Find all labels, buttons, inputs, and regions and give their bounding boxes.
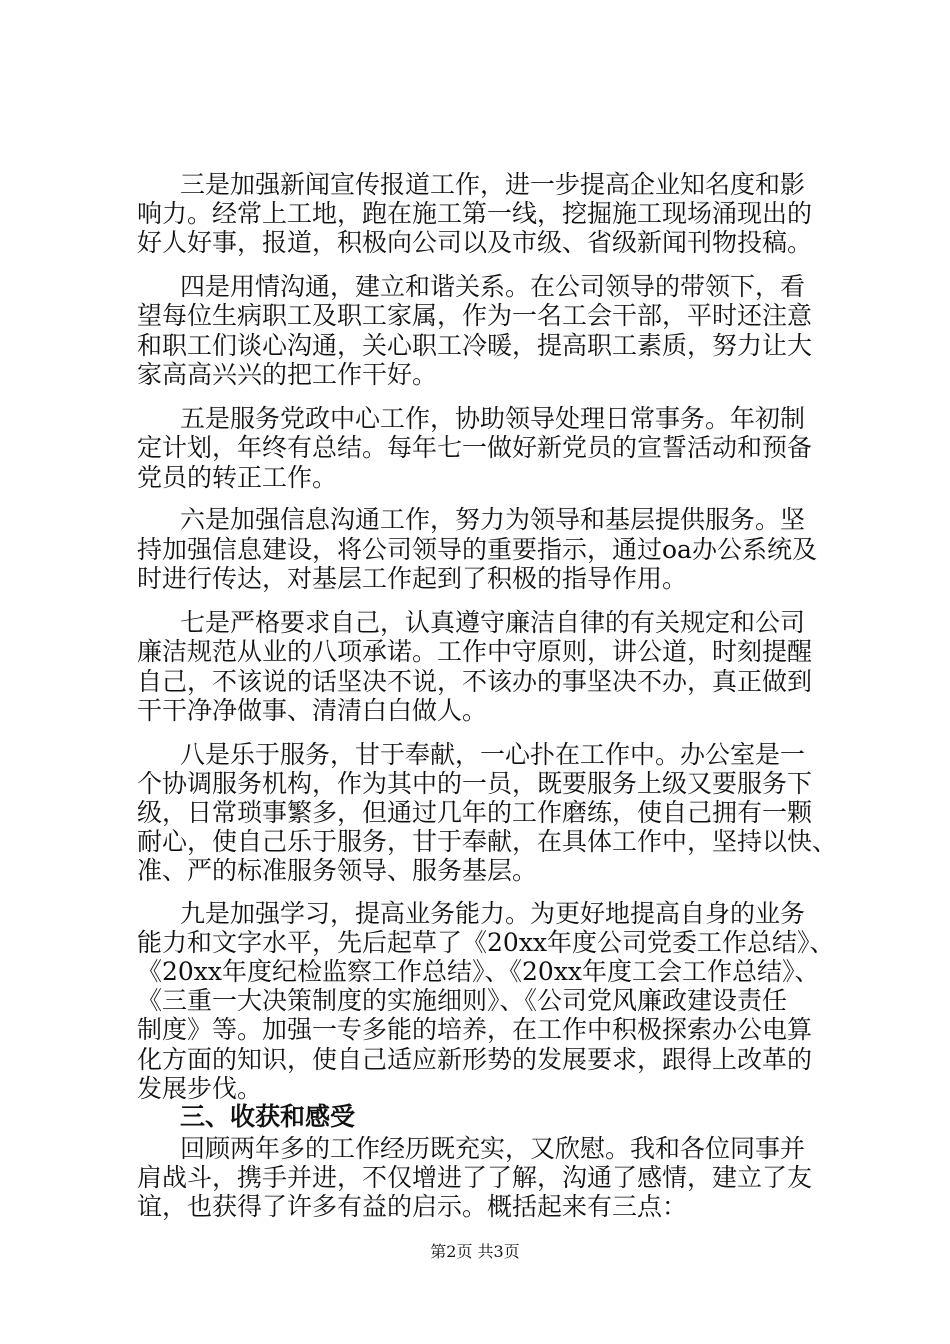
paragraph-line: 回顾两年多的工作经历既充实，又欣慰。我和各位同事并 — [180, 1134, 806, 1163]
paragraph-line: 耐心，使自己乐于服务，甘于奉献，在具体工作中，坚持以快、 — [137, 827, 838, 856]
paragraph-line: 七是严格要求自己，认真遵守廉洁自律的有关规定和公司 — [180, 608, 806, 637]
paragraph-line: 响力。经常上工地，跑在施工第一线，挖掘施工现场涌现出的 — [137, 199, 813, 228]
page-number: 第2页 共3页 — [430, 1242, 520, 1261]
paragraph-line: 五是服务党政中心工作，协助领导处理日常事务。年初制 — [180, 404, 806, 433]
paragraph-line: 望每位生病职工及职工家属，作为一名工会干部，平时还注意 — [137, 301, 813, 330]
paragraph-line: 《三重一大决策制度的实施细则》、《公司党风廉政建设责任 — [137, 986, 788, 1015]
paragraph-line: 干干净净做事、清清白白做人。 — [137, 696, 488, 725]
paragraph-line: 八是乐于服务，甘于奉献，一心扑在工作中。办公室是一 — [180, 740, 806, 769]
paragraph-line: 级，日常琐事繁多，但通过几年的工作磨练，使自己拥有一颗 — [137, 798, 813, 827]
paragraph-line: 四是用情沟通，建立和谐关系。在公司领导的带领下，看 — [180, 272, 806, 301]
paragraph-line: 谊，也获得了许多有益的启示。概括起来有三点： — [137, 1192, 688, 1221]
paragraph-line: 家高高兴兴的把工作干好。 — [137, 360, 438, 389]
paragraph-line: 六是加强信息沟通工作，努力为领导和基层提供服务。坚 — [180, 505, 806, 534]
paragraph-line: 党员的转正工作。 — [137, 463, 338, 492]
paragraph-line: 三是加强新闻宣传报道工作，进一步提高企业知名度和影 — [180, 170, 806, 199]
paragraph-line: 制度》等。加强一专多能的培养，在工作中积极探索办公电算 — [137, 1015, 813, 1044]
paragraph-line: 和职工们谈心沟通，关心职工冷暖，提高职工素质，努力让大 — [137, 331, 813, 360]
paragraph-line: 准、严的标准服务领导、服务基层。 — [137, 856, 538, 885]
paragraph-line: 能力和文字水平，先后起草了《20xx年度公司党委工作总结》、 — [137, 928, 835, 957]
paragraph-line: 肩战斗，携手并进，不仅增进了了解，沟通了感情，建立了友 — [137, 1163, 813, 1192]
paragraph-line: 定计划，年终有总结。每年七一做好新党员的宣誓活动和预备 — [137, 433, 813, 462]
paragraph-line: 九是加强学习，提高业务能力。为更好地提高自身的业务 — [180, 899, 806, 928]
paragraph-line: 发展步伐。 — [137, 1074, 263, 1103]
paragraph-line: 化方面的知识，使自己适应新形势的发展要求，跟得上改革的 — [137, 1045, 813, 1074]
paragraph-line: 持加强信息建设，将公司领导的重要指示，通过oa办公系统及 — [137, 535, 817, 564]
paragraph-line: 时进行传达，对基层工作起到了积极的指导作用。 — [137, 564, 688, 593]
paragraph-line: 廉洁规范从业的八项承诺。工作中守原则，讲公道，时刻提醒 — [137, 637, 813, 666]
paragraph-line: 个协调服务机构，作为其中的一员，既要服务上级又要服务下 — [137, 769, 813, 798]
paragraph-line: 《20xx年度纪检监察工作总结》、《20xx年度工会工作总结》、 — [137, 957, 820, 986]
paragraph-line: 自己，不该说的话坚决不说，不该办的事坚决不办，真正做到 — [137, 667, 813, 696]
section-heading: 三、收获和感受 — [180, 1102, 356, 1131]
paragraph-line: 好人好事，报道，积极向公司以及市级、省级新闻刊物投稿。 — [137, 228, 813, 257]
